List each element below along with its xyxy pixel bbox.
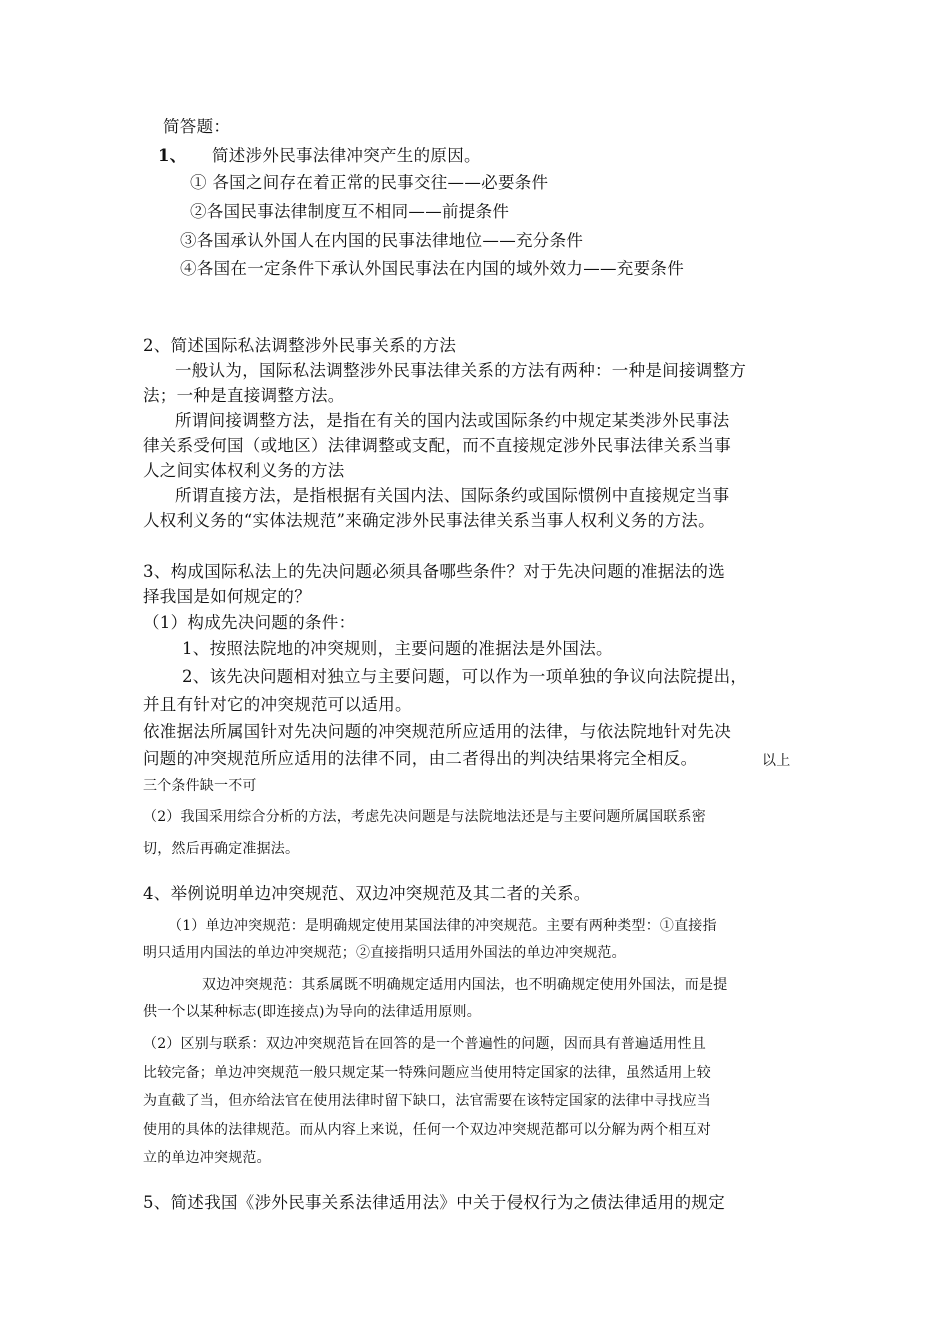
q3-paragraph-line: 2、该先决问题相对独立与主要问题，可以作为一项单独的争议向法院提出， bbox=[182, 667, 748, 686]
section-heading: 简答题： bbox=[163, 117, 231, 136]
q3-paragraph-line: 1、按照法院地的冲突规则，主要问题的准据法是外国法。 bbox=[182, 639, 613, 658]
q4-paragraph-line: 双边冲突规范：其系属既不明确规定适用内国法，也不明确规定使用外国法，而是提 bbox=[202, 977, 728, 993]
q3-paragraph-line: 三个条件缺一不可 bbox=[143, 778, 257, 794]
q3-paragraph-line: 切，然后再确定准据法。 bbox=[143, 841, 300, 857]
q1-item: ②各国民事法律制度互不相同——前提条件 bbox=[190, 202, 510, 221]
q1-item: ① 各国之间存在着正常的民事交往——必要条件 bbox=[190, 173, 549, 192]
q4-paragraph-line: 为直截了当，但亦给法官在使用法律时留下缺口，法官需要在该特定国家的法律中寻找应当 bbox=[143, 1093, 711, 1109]
q1-item: ④各国在一定条件下承认外国民事法在内国的域外效力——充要条件 bbox=[180, 259, 684, 278]
q2-paragraph-line: 律关系受何国（或地区）法律调整或支配，而不直接规定涉外民事法律关系当事 bbox=[143, 436, 731, 455]
q4-paragraph-line: 比较完备；单边冲突规范一般只规定某一特殊问题应当使用特定国家的法律，虽然适用上较 bbox=[143, 1065, 711, 1081]
q2-paragraph-line: 一般认为，国际私法调整涉外民事法律关系的方法有两种：一种是间接调整方 bbox=[175, 361, 747, 380]
q4-title: 4、举例说明单边冲突规范、双边冲突规范及其二者的关系。 bbox=[143, 884, 591, 903]
q1-number: 1、 bbox=[158, 146, 187, 165]
q2-paragraph-line: 人之间实体权利义务的方法 bbox=[143, 461, 345, 480]
q3-subheading: （1）构成先决问题的条件： bbox=[143, 613, 356, 632]
q3-title: 3、构成国际私法上的先决问题必须具备哪些条件？对于先决问题的准据法的选 bbox=[143, 562, 725, 581]
q2-paragraph-line: 法；一种是直接调整方法。 bbox=[143, 386, 345, 405]
q3-paragraph-line: （2）我国采用综合分析的方法，考虑先决问题是与法院地法还是与主要问题所属国联系密 bbox=[143, 809, 706, 825]
q3-paragraph-line: 并且有针对它的冲突规范可以适用。 bbox=[143, 695, 412, 714]
q4-paragraph-line: （2）区别与联系：双边冲突规范旨在回答的是一个普遍性的问题，因而具有普遍适用性且 bbox=[143, 1036, 706, 1052]
q2-title: 2、简述国际私法调整涉外民事关系的方法 bbox=[143, 336, 457, 355]
q2-paragraph-line: 人权利义务的“实体法规范”来确定涉外民事法律关系当事人权利义务的方法。 bbox=[143, 511, 715, 530]
q1-item: ③各国承认外国人在内国的民事法律地位——充分条件 bbox=[180, 231, 584, 250]
q2-paragraph-line: 所谓间接调整方法，是指在有关的国内法或国际条约中规定某类涉外民事法 bbox=[175, 411, 730, 430]
q2-paragraph-line: 所谓直接方法，是指根据有关国内法、国际条约或国际惯例中直接规定当事 bbox=[175, 486, 730, 505]
q3-title: 择我国是如何规定的？ bbox=[143, 587, 311, 606]
q3-paragraph-line: 依准据法所属国针对先决问题的冲突规范所应适用的法律，与依法院地针对先决 bbox=[143, 722, 731, 741]
q5-title: 5、简述我国《涉外民事关系法律适用法》中关于侵权行为之债法律适用的规定 bbox=[143, 1193, 725, 1212]
q4-paragraph-line: 立的单边冲突规范。 bbox=[143, 1150, 271, 1166]
q3-paragraph-line: 以上 bbox=[762, 753, 791, 769]
q4-paragraph-line: （1）单边冲突规范：是明确规定使用某国法律的冲突规范。主要有两种类型：①直接指 bbox=[168, 918, 717, 934]
q4-paragraph-line: 供一个以某种标志(即连接点)为导向的法律适用原则。 bbox=[143, 1004, 481, 1020]
q3-paragraph-line: 问题的冲突规范所应适用的法律不同，由二者得出的判决结果将完全相反。 bbox=[143, 749, 698, 768]
q1-title: 简述涉外民事法律冲突产生的原因。 bbox=[212, 146, 481, 165]
q4-paragraph-line: 明只适用内国法的单边冲突规范；②直接指明只适用外国法的单边冲突规范。 bbox=[143, 945, 626, 961]
q4-paragraph-line: 使用的具体的法律规范。而从内容上来说，任何一个双边冲突规范都可以分解为两个相互对 bbox=[143, 1122, 711, 1138]
